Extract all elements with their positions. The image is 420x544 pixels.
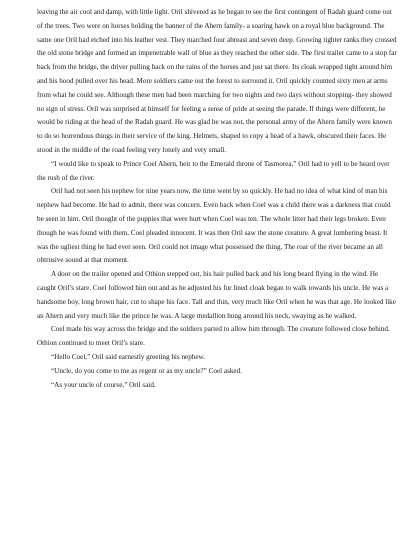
paragraph-1: leaving the air cool and damp, with little light. Oril shivered as he began to see the first contingent of Radah guard come out of the trees. Two were on horses holding the banner of the Ahern family- a soaring hawk on a royal blue background. The same one Oril had etched into his leather vest. They marched four abreast and seven deep. Growing tighter ranks they crossed the old stone bridge and formed an impenetrable wall of blue as they reached the other side. The first trailer came to a stop far back from the bridge, the driver pulling back on the rains of the horses and just sat there. Its cloak wrapped tight around him and his hood pulled over his head. More soldiers came out the forest to surround it. Oril quickly counted sixty men at arms from what he could see. Although these men had been marching for two nights and two days without stopping- they showed no sign of stress. Oril was surprised at himself for feeling a sense of pride at seeing the parade. If things were different, he would be riding at the head of the Radah guard. He was glad he was not, the personal army of the Ahern family were known to do so horrendous things in their service of the king. Helmets, shaped to copy a head of a hawk, obscured their faces. He stood in the middle of the road feeling very lonely and very small. <box>37 8 397 154</box>
paragraph-5: Coel made his way across the bridge and the soldiers parted to allow him through. The creature followed close behind. Othion continued to meet Oril’s stare. <box>37 325 390 348</box>
paragraph-6: “Hello Coel,” Oril said earnestly greeting his nephew. <box>51 352 206 361</box>
paragraph-4: A door on the trailer opened and Othion stepped out, his hair pulled back and his long beard flying in the wind. He caught Oril’s stare. Coel followed him out and as he adjusted his fur lined cloak began to walk towards his uncle. He was a handsome boy, long brown hair, cut to shape his face. Tall and thin, very much like Oril when he was that age. He looked like an Ahern and very much like the prince he was. A large medallion hung around his neck, swaying as he walked. <box>37 270 396 320</box>
paragraph-3: Oril had not seen his nephew for nine years now, the time went by so quickly. He had no idea of what kind of man his nephew had become. He had to admit, there was concern. Even back when Coel was a child there was a darkness that could be seen in him. Oril thought of the puppies that were hurt when Coel was ten. The whole litter had their legs broken. Even though he was found with them, Coel pleaded innocent. It was then Oril saw the stone creature. A great lumbering beast. It was the ugliest thing he had ever seen. Oril could not image what possessed the thing. The roar of the river became an all obtrusive sound at that moment. <box>37 187 391 265</box>
paragraph-2: “I would like to speak to Prince Coel Ahern, heir to the Emerald throne of Tasmorea,” Oril had to yell to be heard over the rush of the river. <box>37 159 390 182</box>
paragraph-7: “Uncle, do you come to me as regent or as my uncle?” Coel asked. <box>51 366 242 375</box>
paragraph-8: “As your uncle of course,” Oril said. <box>51 380 156 389</box>
